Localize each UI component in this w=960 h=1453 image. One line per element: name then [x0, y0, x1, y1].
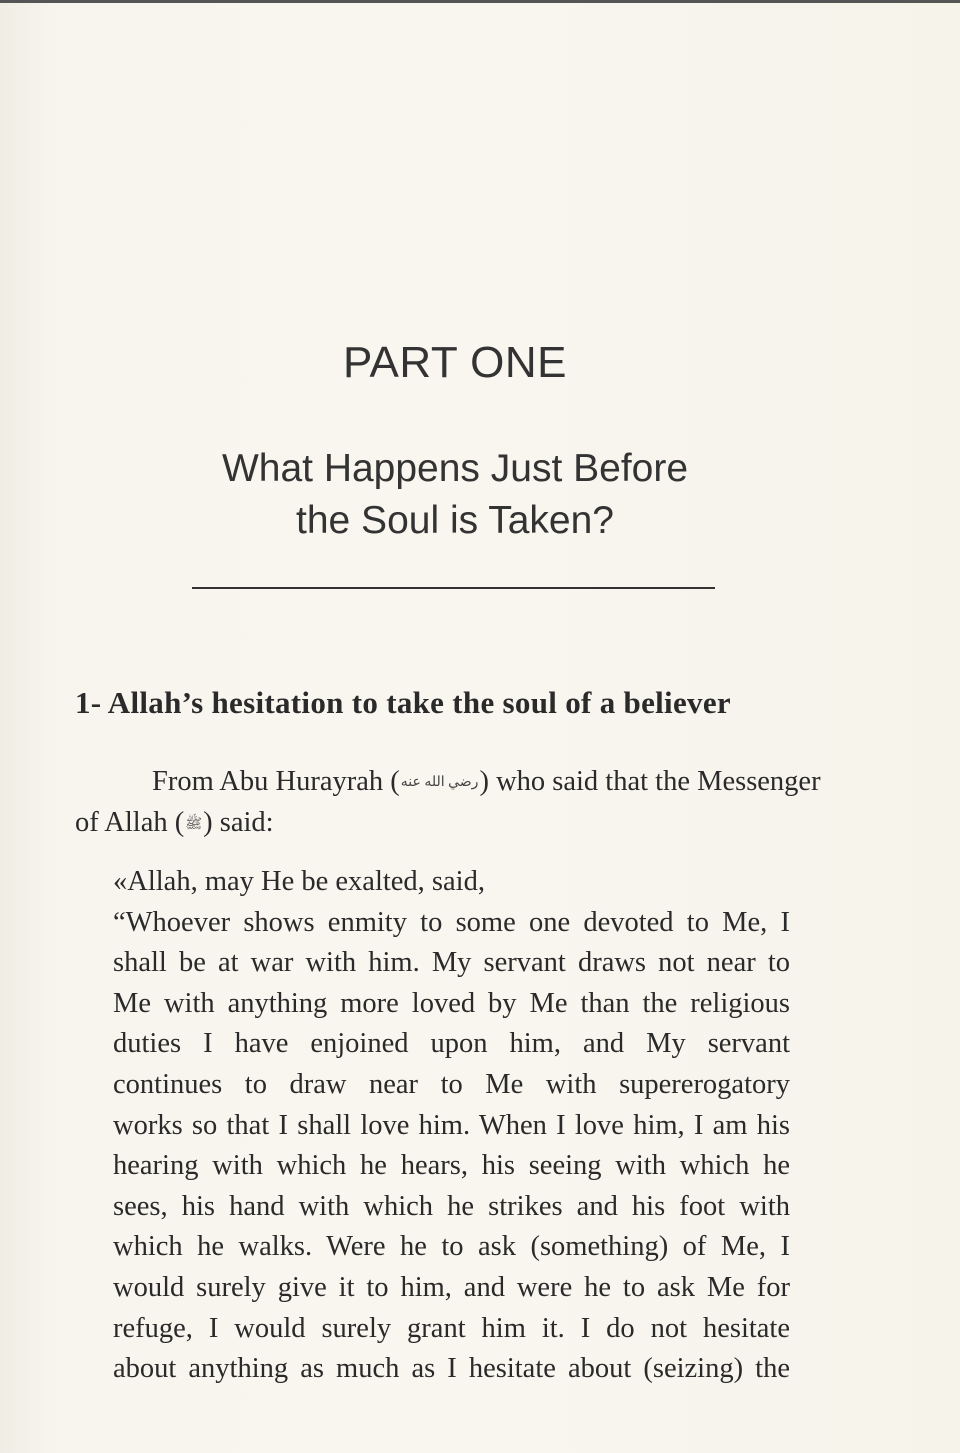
- quote-line: refuge, I would surely grant him it. I do not hesitate: [113, 1312, 790, 1344]
- section-heading: 1- Allah’s hesitation to take the soul of a believer: [75, 685, 731, 720]
- quote-line: works so that I shall love him. When I love him, I am his: [113, 1109, 790, 1141]
- intro-text: From Abu Hurayrah (: [152, 766, 400, 797]
- quote-line: would surely give it to him, and were he to ask Me for: [113, 1271, 790, 1303]
- quote-line: shall be at war with him. My servant draws not near to: [113, 947, 790, 979]
- quote-line: sees, his hand with which he strikes and his foot with: [113, 1190, 790, 1222]
- quote-line: Me with anything more loved by Me than the religious: [113, 987, 790, 1019]
- page-top-edge: [0, 0, 960, 3]
- intro-paragraph: [75, 762, 835, 845]
- intro-text: ) said:: [203, 807, 274, 839]
- quote-line: duties I have enjoined upon him, and My servant: [113, 1028, 790, 1060]
- honorific-glyph: رضي الله عنه: [400, 775, 479, 791]
- intro-text: of Allah (: [75, 807, 185, 839]
- quote-line: hearing with which he hears, his seeing with which he: [113, 1150, 790, 1182]
- quote-line: which he walks. Were he to ask (something) of Me, I: [113, 1231, 790, 1263]
- intro-text: ) who said that the Messenger: [479, 766, 821, 797]
- chapter-title-line: the Soul is Taken?: [296, 499, 614, 542]
- part-title: PART ONE: [342, 338, 568, 387]
- chapter-title: [0, 443, 910, 547]
- quote-line: continues to draw near to Me with supererogatory: [113, 1068, 790, 1100]
- title-divider: [192, 587, 715, 589]
- quote-line: “Whoever shows enmity to some one devoted to Me, I: [113, 906, 790, 938]
- quote-line: «Allah, may He be exalted, said,: [113, 866, 485, 897]
- hadith-quote: [113, 862, 790, 1390]
- quote-line: about anything as much as I hesitate about (seizing) the: [113, 1353, 790, 1385]
- intro-line: [75, 803, 835, 844]
- intro-line: [75, 762, 835, 803]
- chapter-title-line: What Happens Just Before: [221, 447, 689, 490]
- honorific-glyph: ﷺ: [185, 816, 203, 832]
